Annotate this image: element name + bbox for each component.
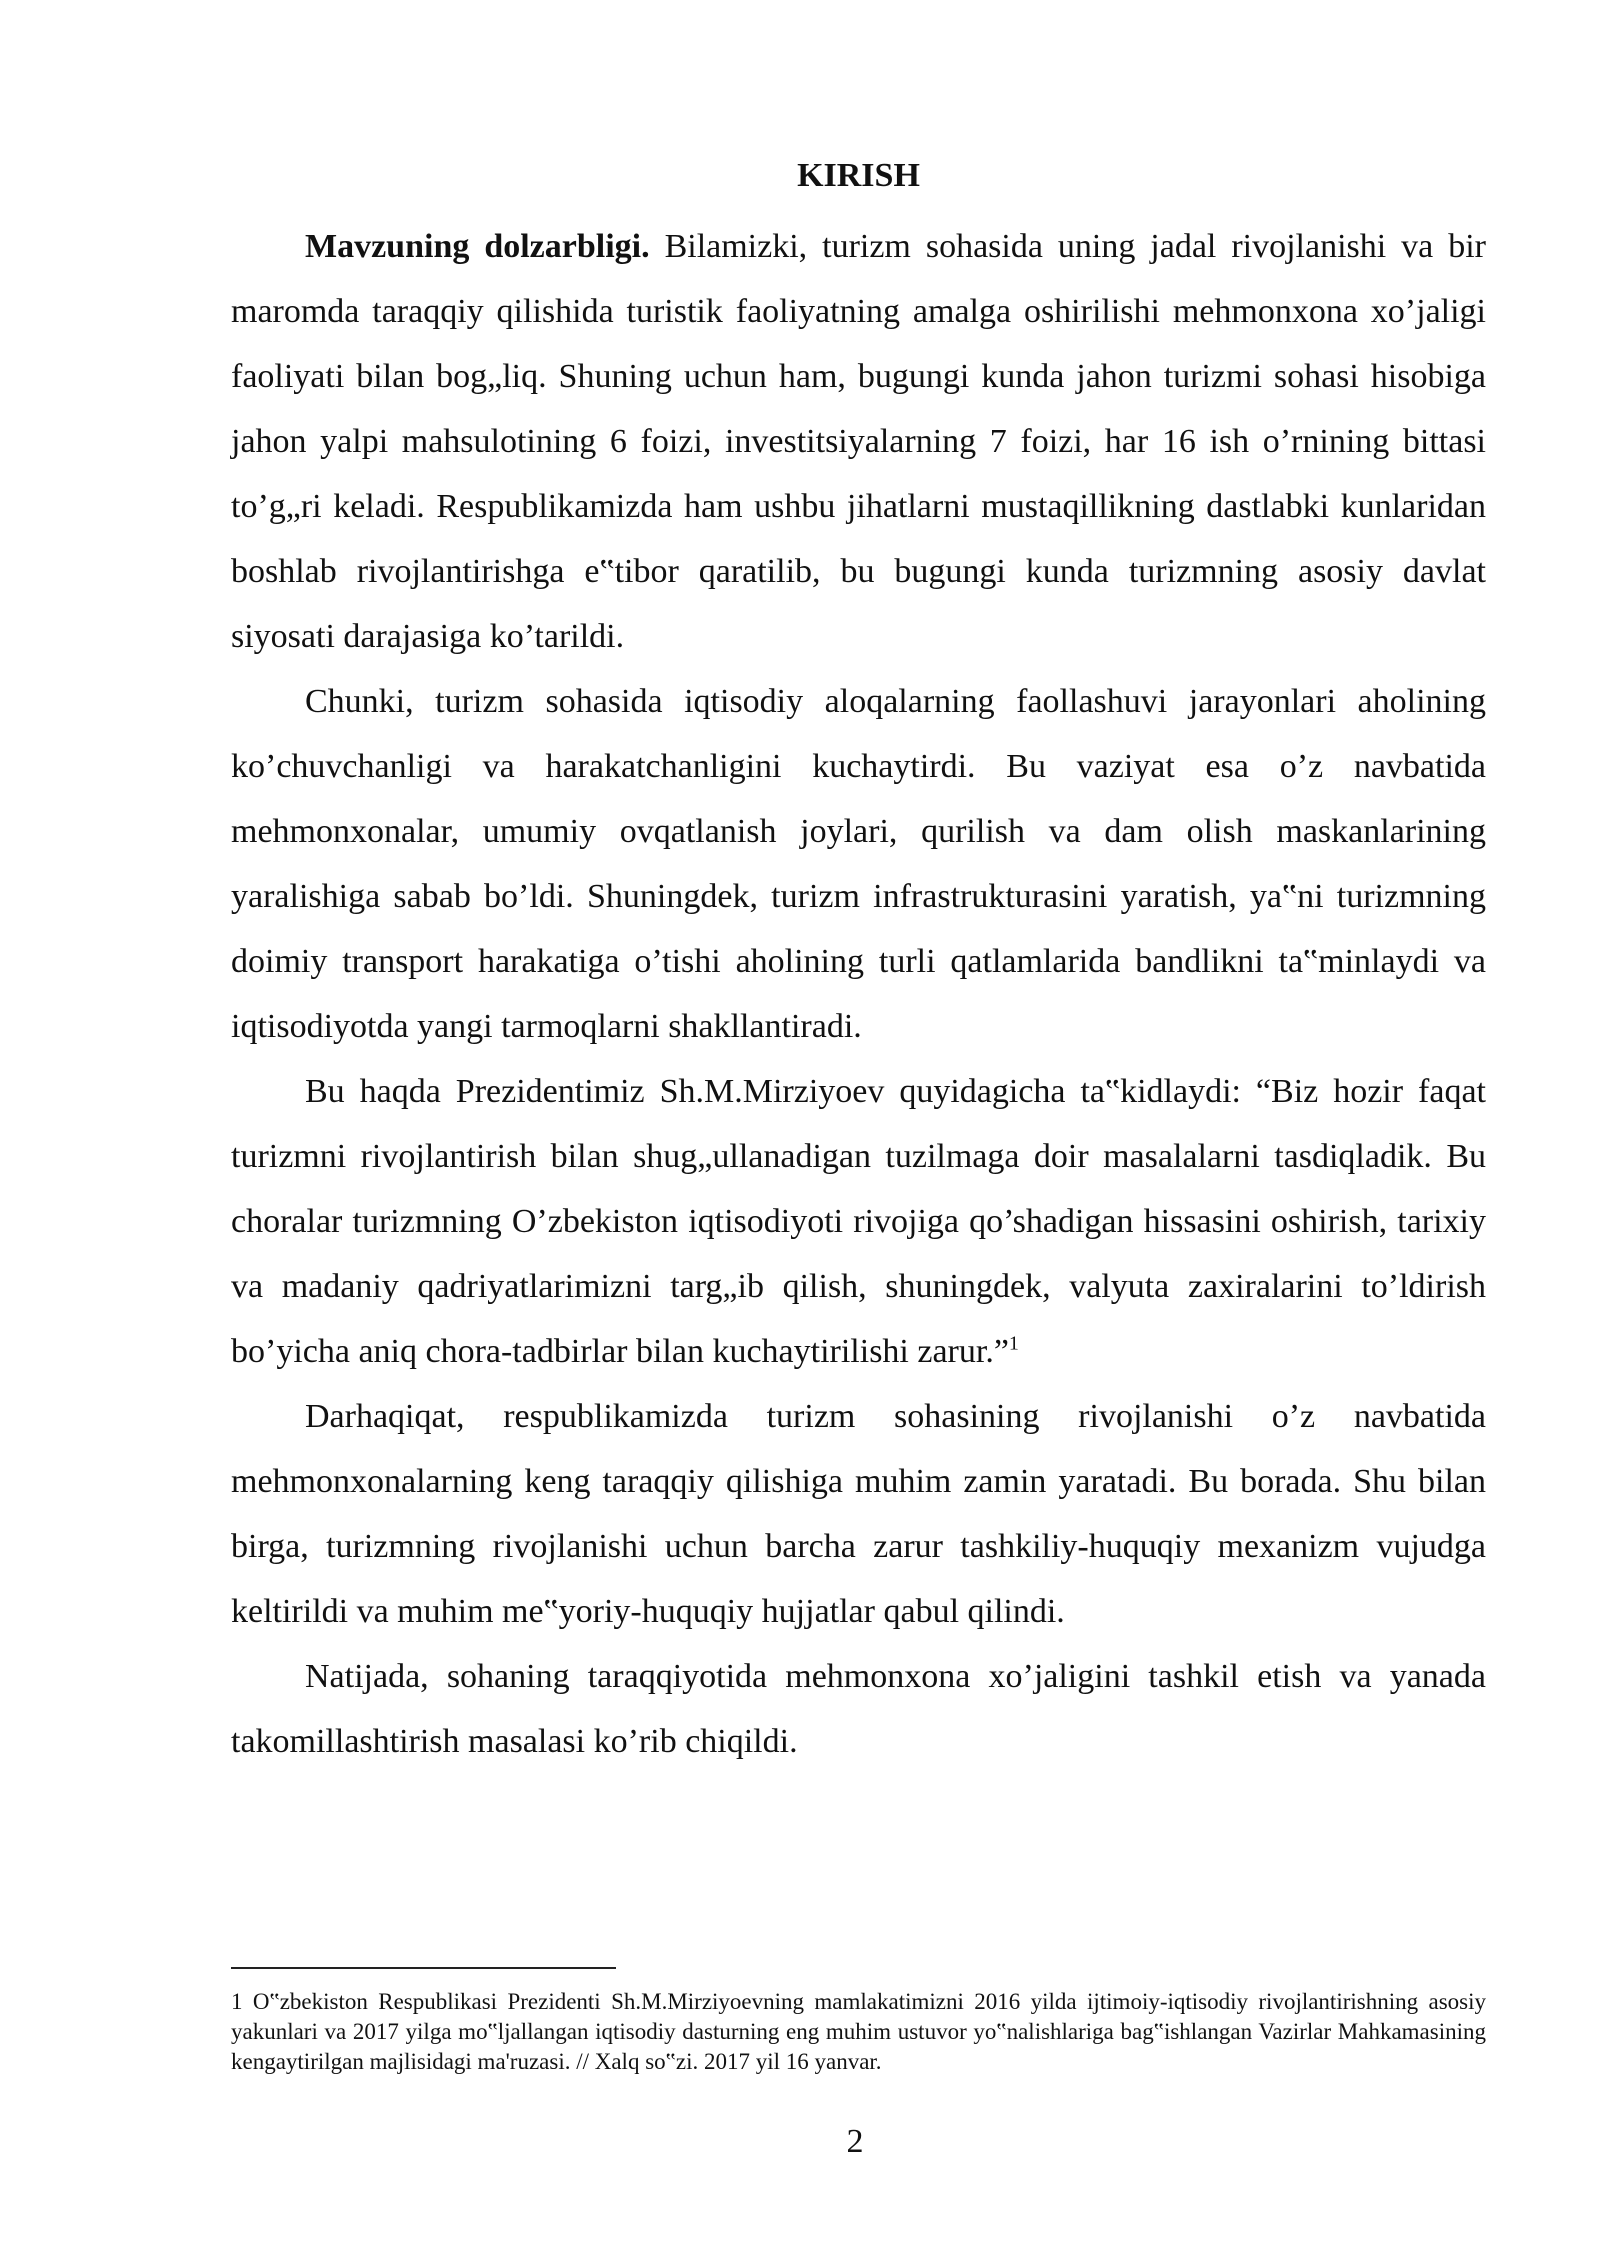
paragraph-relevance (231, 214, 1486, 669)
paragraph-text: Bu haqda Prezidentimiz Sh.M.Mirziyoev quyidagicha ta‟kidlaydi: “Biz hozir faqat turizmni rivojlantirish bilan shug„ullanadigan tuzilmaga doir masalalarni tasdiqladik. Bu choralar turizmning O’zbekiston iqtisodiyoti rivojiga qo’shadigan hissasini oshirish, tarixiy va madaniy qadriyatlarimizni targ„ib qilish, shuningdek, valyuta zaxiralarini to’ldirish bo’yicha aniq chora-tadbirlar bilan kuchaytirilishi zarur.” (231, 1073, 1486, 1370)
footnote-text: 1 O‟zbekiston Respublikasi Prezidenti Sh.M.Mirziyoevning mamlakatimizni 2016 yilda ijtimoiy-iqtisodiy rivojlantirishning asosiy yakunlari va 2017 yilga mo‟ljallangan iqtisodiy dasturning eng muhim ustuvor yo‟nalishlariga bag‟ishlangan Vazirlar Mahkamasining kengaytirilgan majlisidagi ma'ruzasi. // Xalq so‟zi. 2017 yil 16 yanvar. (231, 1989, 1486, 2074)
section-title: KIRISH (797, 157, 920, 194)
paragraph-lead: Mavzuning dolzarbligi. (305, 228, 650, 265)
paragraph-conclusion: Natijada, sohaning taraqqiyotida mehmonxona xo’jaligini tashkil etish va yanada takomillashtirish masalasi ko’rib chiqildi. (231, 1658, 1486, 1760)
paragraph-text: Bilamizki, turizm sohasida uning jadal rivojlanishi va bir maromda taraqqiy qilishida turistik faoliyatning amalga oshirilishi mehmonxona xo’jaligi faoliyati bilan bog„liq. Shuning uchun ham, bugungi kunda jahon turizmi sohasi hisobiga jahon yalpi mahsulotining 6 foizi, investitsiyalarning 7 foizi, har 16 ish o’rnining bittasi to’g„ri keladi. Respublikamizda ham ushbu jihatlarni mustaqillikning dastlabki kunlaridan boshlab rivojlantirishga e‟tibor qaratilib, bu bugungi kunda turizmning asosiy davlat siyosati darajasiga ko’tarildi. (231, 228, 1486, 655)
footnote-divider (231, 1967, 616, 1969)
paragraph-hotel-development: Darhaqiqat, respublikamizda turizm sohasining rivojlanishi o’z navbatida mehmonxonalarning keng taraqqiy qilishiga muhim zamin yaratadi. Bu borada. Shu bilan birga, turizmning rivojlanishi uchun barcha zarur tashkiliy-huquqiy mexanizm vujudga keltirildi va muhim me‟yoriy-huquqiy hujjatlar qabul qilindi. (231, 1398, 1486, 1630)
document-body (231, 150, 1486, 1774)
page-number: 2 (846, 2123, 864, 2160)
paragraph-tourism-mobility: Chunki, turizm sohasida iqtisodiy aloqalarning faollashuvi jarayonlari aholining ko’chuvchanligi va harakatchanligini kuchaytirdi. Bu vaziyat esa o’z navbatida mehmonxonalar, umumiy ovqatlanish joylari, qurilish va dam olish maskanlarining yaralishiga sabab bo’ldi. Shuningdek, turizm infrastrukturasini yaratish, ya‟ni turizmning doimiy transport harakatiga o’tishi aholining turli qatlamlarida bandlikni ta‟minlaydi va iqtisodiyotda yangi tarmoqlarni shakllantiradi. (231, 683, 1486, 1045)
paragraph-president-quote (231, 1059, 1486, 1384)
footnote-reference[interactable]: 1 (1008, 1332, 1019, 1355)
